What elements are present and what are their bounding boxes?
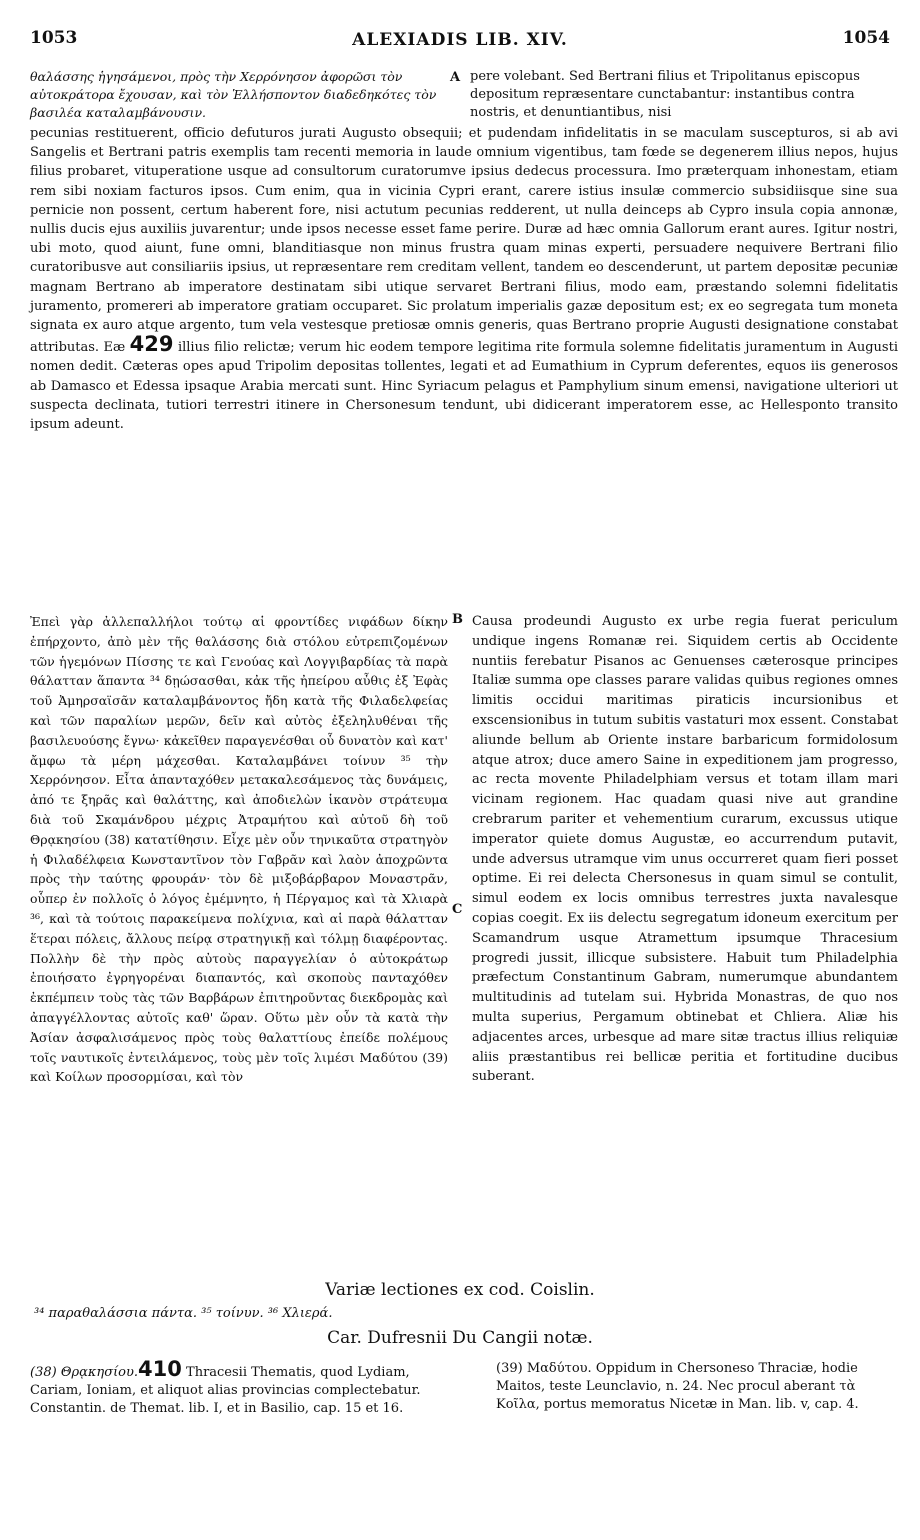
- left-page-number: 1053: [30, 28, 78, 48]
- latin-paragraph-part-2: illius filio relictæ; verum hic eodem tempore legitima rite formula solemne fidelitatis juramentum in Augusti nomen dedit. Cæteras opes apud Tripolim depositas tollentes, legati et ad Eumathium in Cyprum deferentes, equos iis generosos ab Damasco et Edessa ipsaque Arabia mercati sunt. Hinc Syriacum pelagus et Pamphylium sinum emensi, navigatione ulteriori ut suspecta declinata, tutiori terrestri itinere in Chersonesum tendunt, ubi didicerant imperatorem esse, ac Hellesponto transito ipsum adeunt.: [30, 340, 898, 433]
- notes-heading: Car. Dufresnii Du Cangii notæ.: [327, 1328, 593, 1348]
- section-marker-b: B: [452, 612, 463, 627]
- variae-lectiones-heading: Variæ lectiones ex cod. Coislin.: [325, 1280, 595, 1300]
- column-gutter: [448, 612, 472, 1087]
- note-38-lemma: (38) Θρᾳκησίου.: [30, 1365, 139, 1380]
- latin-top-fragment: pere volebant. Sed Bertrani filius et Tripolitanus episcopus depositum repræsentare cunctabantur: instantibus contra nostris, et denuntiantibus, nisi: [470, 69, 860, 120]
- section-marker-a: A: [450, 70, 461, 85]
- note-margin-number: 410: [138, 1357, 182, 1381]
- top-text-block: [30, 68, 898, 434]
- note-38-text: Thracesii Thematis, quod Lydiam, Cariam, Ioniam, et aliquot alias provincias complectebatur. Constantin. de Themat. lib. I, et in Basilio, cap. 15 et 16.: [30, 1365, 421, 1416]
- margin-page-number: 429: [129, 332, 174, 357]
- running-header: [30, 28, 890, 56]
- greek-top-fragment: θαλάσσης ἡγησάμενοι, πρὸς τὴν Χερρόνησον ἀφορῶσι τὸν αὐτοκράτορα ἔχουσαν, καὶ τὸν Ἑλλήσποντον διαδεδηκότες τὸν βασιλέα καταλαμβάνουσιν.: [30, 69, 437, 120]
- running-title: ALEXIADIS LIB. XIV.: [352, 30, 568, 50]
- right-page-number: 1054: [842, 28, 890, 48]
- notes-section: [30, 1357, 898, 1418]
- section-marker-c: C: [452, 902, 463, 917]
- note-39: (39) Μαδύτου. Oppidum in Chersoneso Thraciæ, hodie Maitos, teste Leunclavio, n. 24. Nec procul aberant τὰ Κοῖλα, portus memoratus Nicetæ in Man. lib. v, cap. 4.: [496, 1361, 859, 1412]
- variae-lectiones-line: ³⁴ παραθαλάσσια πάντα. ³⁵ τοίνυν. ³⁶ Χλιερά.: [34, 1306, 333, 1321]
- two-column-section: [30, 612, 898, 1087]
- latin-full-paragraph: [30, 124, 898, 434]
- greek-column: Ἐπεὶ γὰρ ἀλλεπαλλήλοι τούτῳ αἱ φροντίδες νιφάδων δίκην ἐπήρχοντο, ἀπὸ μὲν τῆς θαλάσσης διὰ στόλου εὐτρεπιζομένων τῶν ἡγεμόνων Πίσσης τε καὶ Γενούας καὶ Λογγιβαρδίας τὰ παρὰ θάλατταν ἅπαντα ³⁴ δῃώσασθαι, κἀκ τῆς ἠπείρου αὖθις ἐξ Ἐφὰς τοῦ Ἀμηρσαϊσᾶν καταλαμβάνοντος ἤδη κατὰ τῆς Φιλαδελφείας καὶ τῶν παραλίων μερῶν, δεῖν καὶ αὐτὸς ἐξεληλυθέναι τῆς βασιλευούσης ἔγνω· κἀκεῖθεν παραγενέσθαι οὗ δυνατὸν καὶ κατ' ἄμφω τὰ μέρη μάχεσθαι. Καταλαμβάνει τοίνυν ³⁵ τὴν Χερρόνησον. Εἶτα ἁπανταχόθεν μετακαλεσάμενος τὰς δυνάμεις, ἀπό τε ξηρᾶς καὶ θαλάττης, καὶ ἀποδιελὼν ἱκανὸν στράτευμα διὰ τοῦ Σκαμάνδρου μέχρις Ἀτραμήτου καὶ αὐτοῦ δὴ τοῦ Θρᾳκησίου (38) κατατίθησιν. Εἶχε μὲν οὖν τηνικαῦτα στρατηγὸν ἡ Φιλαδέλφεια Κωνσταντῖνον τὸν Γαβρᾶν καὶ λαὸν ἀποχρῶντα πρὸς τὴν ταύτης φρουράν· τὸν δὲ μιξοβάρβαρον Μοναστρᾶν, οὗπερ ἐν πολλοῖς ὁ λόγος ἐμέμνητο, ἡ Πέργαμος καὶ τὰ Χλιαρὰ ³⁶, καὶ τὰ τούτοις παρακείμενα πολίχνια, καὶ αἱ παρὰ θάλατταν ἕτεραι πόλεις, ἄλλους πείρᾳ στρατηγικῇ καὶ τόλμῃ διαφέροντας. Πολλὴν δὲ τὴν πρὸς αὐτοὺς παραγγελίαν ὁ αὐτοκράτωρ ἐποιήσατο ἐγρηγορέναι διαπαντός, καὶ σκοποὺς πανταχόθεν ἐκπέμπειν τοὺς τὰς τῶν Βαρβάρων ἐπιτηροῦντας διεκδρομὰς καὶ ἀπαγγέλλοντας αὐτοῖς καθ' ὥραν. Οὕτω μὲν οὖν τὰ κατὰ τὴν Ἀσίαν ἀσφαλισάμενος πρὸς τοὺς θαλαττίους ἐπείδε πολέμους τοῖς ναυτικοῖς ἐντειλάμενος, τοὺς μὲν τοῖς λιμέσι Μαδύτου (39) καὶ Κοίλων προσορμίσαι, καὶ τὸν: [30, 614, 448, 1085]
- note-38: [30, 1357, 458, 1418]
- latin-paragraph-part-1: pecunias restituerent, officio defuturos jurati Augusto obsequii; et pudendam infidelitatis in se maculam suscepturos, si ab avi Sangelis et Bertrani patris exemplis tam recenti memoria in laude omnium vigentibus, tam fœde se degenerem illius nepos, hujus filius probaret, vituperatione usque ad consultorum curatorumve ipsius dedecus processura. Imo præterquam inhonestam, etiam rem sibi noxiam facturos ipsos. Cum enim, qua in vicinia Cypri erant, carere istius insulæ commercio subsidiisque sine sua pernicie non possent, certum haberent fore, nisi actutum pecunias redderent, ut nulla deinceps ab Cypro insula copia annonæ, nullis ducis ejus auxiliis juvarentur; unde ipsos necesse esset fame perire. Duræ ad hæc omnia Gallorum erant aures. Igitur nostri, ubi moto, quod aiunt, fune omni, blanditiasque non minus frustra quam minas experti, persuadere nequivere Bertrani filio curatoribusve aut consiliariis ipsius, ut repræsentare rem creditam vellent, tandem eo descenderunt, ut partem depositæ pecuniæ magnam Bertrano ab imperatore destinatam sibi utique servaret Bertrani filius, modo eam, præstando solemni fidelitatis juramento, promereri ab imperatore gratiam occuparet. Sic prolatum imperialis gazæ depositum est; ex eo segregata tum moneta signata ex auro atque argento, tum vela vestesque pretiosæ omnis generis, quas Bertrano proprie Augusti designatione constabat attributas. Eæ: [30, 126, 898, 356]
- latin-column: Causa prodeundi Augusto ex urbe regia fuerat periculum undique ingens Romanæ rei. Siquidem certis ab Occidente nuntiis ferebatur Pisanos ac Genuenses cæterosque principes Italiæ summa ope classes parare validas quibus regiones omnes limitis occidui maritimas piraticis incursionibus et exscensionibus in tutum subitis vastaturi mox essent. Constabat aliunde bellum ab Oriente instare barbaricum formidolosum atque atrox; duce amero Saine in expeditionem jam progresso, ac recta movente Philadelphiam versus et totam illam mari vicinam regionem. Hac quadam quasi nive aut grandine crebrarum pariter et vehementium curarum, excussus utique imperator quiete domus Augustæ, eo accurrendum putavit, unde adversus utramque vim unus occurreret quam fieri posset optime. Ei rei delecta Chersonesus in quam simul se contulit, simul eodem ex locis omnibus terrestres juxta navalesque copias coegit. Ex iis delectu segregatum idoneum exercitum per Scamandrum usque Atramettum ipsumque Thracesium progredi jussit, illicque subsistere. Habuit tum Philadelphia præfectum Constantinum Gabram, numerumque abundantem multitudinis ad tutelam sui. Hybrida Monastras, de quo nos multa superius, Pergamum obtinebat et Chliera. Aliæ his adjacentes arces, urbesque ad mare sitæ tractus illius reliquiæ aliis præstantibus rei bellicæ peritia et fortitudine ducibus suberant.: [472, 614, 898, 1085]
